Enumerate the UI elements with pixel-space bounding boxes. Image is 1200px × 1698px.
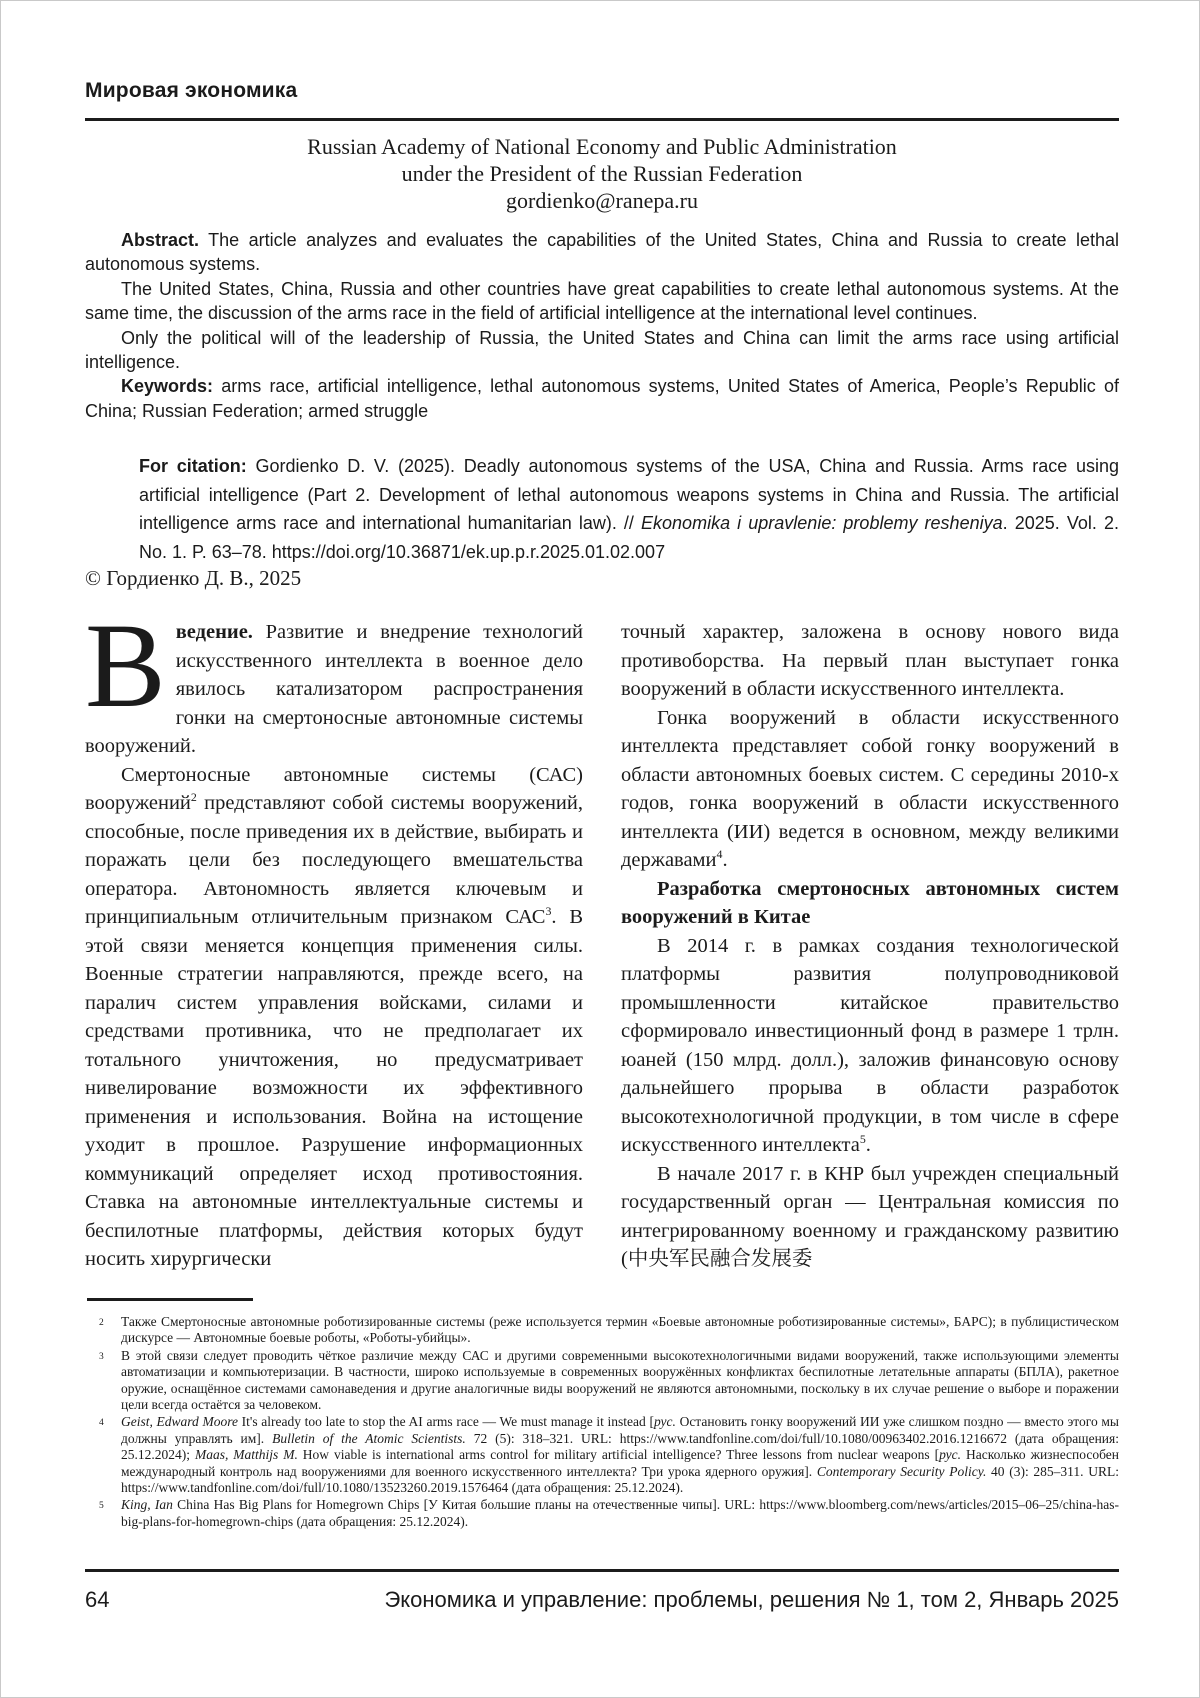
footnote-item (85, 1414, 1119, 1496)
footnote-item (85, 1348, 1119, 1414)
body-paragraph-continuation: точный характер, заложена в основу нового вида противоборства. На первый план выступает гонка вооружений в области искусственного интеллекта. (621, 621, 1119, 700)
footnote-marker: 3 (99, 1351, 104, 1362)
footnote-text: В этой связи следует проводить чёткое различие между САС и другими современными высокотехнологичными видами вооружений, также использующими элементы автоматизации и компьютеризации. В частности, широко используемые в современных вооружённых конфликтах беспилотные летательные аппараты (БПЛА), ракетное оружие, оснащённое системами самонаведения и другие аналогичные виды вооружений не являются автономными, поскольку в их случае решение о выборе и поражении цели всегда остаётся за человеком. (121, 1347, 1119, 1413)
footnote-text: Geist, Edward Moore It's already too late to stop the AI arms race — We must manage it instead [рус. Остановить гонку вооружений ИИ уже слишком поздно — вместо этого мы должны управлять им]. Bulletin of the Atomic Scientists. 72 (5): 318–321. URL: https://www.tandfonline.com/doi/full/10.1080/00963402.2016.1216672 (дата обращения: 25.12.2024); Maas, Matthijs M. How viable is international arms control for military artificial intelligence? Three lessons from nuclear weapons [рус. Насколько жизнеспособен международный контроль над вооружениями для военного искусственного интеллекта? Три урока ядерного оружия]. Contemporary Security Policy. 40 (3): 285–311. URL: https://www.tandfonline.com/doi/full/10.1080/13523260.2019.1576464 (дата обращения: 25.12.2024). (121, 1414, 1120, 1496)
copyright-line: © Гордиенко Д. В., 2025 (85, 566, 302, 590)
keywords-line: Keywords: arms race, artificial intelligence, lethal autonomous systems, United States of America, People’s Republic of China; Russian Federation; armed struggle (85, 376, 1119, 421)
section-heading: Разработка смертоносных автономных систем вооружений в Китае (621, 877, 1119, 928)
journal-title: Экономика и управление: проблемы, решения № 1, том 2, Январь 2025 (384, 1587, 1119, 1612)
page-footer (85, 1587, 1119, 1613)
body-paragraph: Гонка вооружений в области искусственного интеллекта представляет собой гонку вооружений в области автономных боевых систем. С середины 2010-х годов, гонка вооружений в области искусственного интеллекта (ИИ) ведется в основном, между великими державами$^4$. (621, 706, 1119, 871)
footnote-marker: 2 (99, 1318, 104, 1328)
footnote-separator (87, 1298, 253, 1301)
footer-divider (85, 1569, 1119, 1572)
body-paragraph: В начале 2017 г. в КНР был учрежден специальный государственный орган — Центральная комиссия по интегрированному военному и гражданскому развитию (中央军民融合发展委 (621, 1162, 1119, 1270)
intro-paragraph (85, 599, 583, 761)
author-email: gordienko@ranepa.ru (506, 188, 698, 213)
affiliation-line-1: Russian Academy of National Economy and Public Administration (307, 134, 897, 159)
footnotes-block (85, 1314, 1119, 1531)
header-divider (85, 118, 1119, 121)
left-column (85, 599, 583, 1274)
abstract-paragraph-3: Only the political will of the leadership of Russia, the United States and China can limit the arms race using artificial intelligence. (85, 327, 1119, 373)
footnote-marker: 5 (99, 1501, 104, 1512)
page-number: 64 (85, 1587, 110, 1612)
footnote-text: King, Ian China Has Big Plans for Homegrown Chips [У Китая большие планы на отечественные чипы]. URL: https://www.bloomberg.com/news/articles/2015–06–25/china-has-big-plans-for-homegrown-chips (дата обращения: 25.12.2024). (121, 1497, 1119, 1529)
body-paragraph: В 2014 г. в рамках создания технологической платформы развития полупроводниковой промышленности китайское правительство сформировало инвестиционный фонд в размере 1 трлн. юаней (150 млрд. долл.), заложив финансовую основу дальнейшего прорыва в области разработок высокотехнологичной продукции, в том числе в сфере искусственного интеллекта$^5$. (621, 934, 1119, 1156)
body-columns (85, 599, 1119, 1274)
drop-cap: В (85, 599, 166, 733)
abstract-block (85, 228, 1119, 423)
footnote-text: Также Смертоносные автономные роботизированные системы (реже используется термин «Боевые автономные роботизированные системы», БАРС); в публицистическом дискурсе — Автономные боевые роботы, «Роботы-убийцы». (121, 1314, 1119, 1346)
citation-block: For citation: Gordienko D. V. (2025). Deadly autonomous systems of the USA, China and Russia. Arms race using artificial intelligence (Part 2. Development of lethal autonomous weapons systems in China and Russia. The artificial intelligence arms race and international humanitarian law). // Ekonomika i upravlenie: problemy resheniya. 2025. Vol. 2. No. 1. P. 63–78. https://doi.org/10.36871/ek.up.p.r.2025.01.02.007 (139, 456, 1119, 562)
footnote-item (85, 1314, 1119, 1347)
affiliation-line-2: under the President of the Russian Federation (401, 161, 803, 186)
abstract-paragraph-1: Abstract. The article analyzes and evaluates the capabilities of the United States, China and Russia to create lethal autonomous systems. (85, 230, 1119, 275)
section-kicker: Мировая экономика (85, 79, 298, 102)
right-column (621, 618, 1119, 1274)
footnote-marker: 4 (99, 1418, 104, 1429)
footnote-item (85, 1497, 1119, 1530)
abstract-paragraph-2: The United States, China, Russia and other countries have great capabilities to create lethal autonomous systems. At the same time, the discussion of the arms race in the field of artificial intelligence at the international level continues. (85, 278, 1119, 324)
body-paragraph: Смертоносные автономные системы (САС) вооружений$^2$ представляют собой системы вооружений, способные, после приведения их в действие, выбирать и поражать цели без последующего вмешательства оператора. Автономность является ключевым и принципиальным отличительным признаком САС$^3$. В этой связи меняется концепция применения силы. Военные стратегии направляются, прежде всего, на паралич систем управления войсками, силами и средствами противника, что не предполагает их тотального уничтожения, но предусматривает нивелирование возможности их эффективного применения и использования. Война на истощение уходит в прошлое. Разрушение информационных коммуникаций определяет исход противостояния. Ставка на автономные интеллектуальные системы и беспилотные платформы, действия которых будут носить хирургически (85, 763, 583, 1270)
affiliation-block (85, 133, 1119, 214)
intro-text: ведение. Развитие и внедрение технологий искусственного интеллекта в военное дело явилось катализатором распространения гонки на смертоносные автономные системы вооружений. (85, 621, 583, 757)
